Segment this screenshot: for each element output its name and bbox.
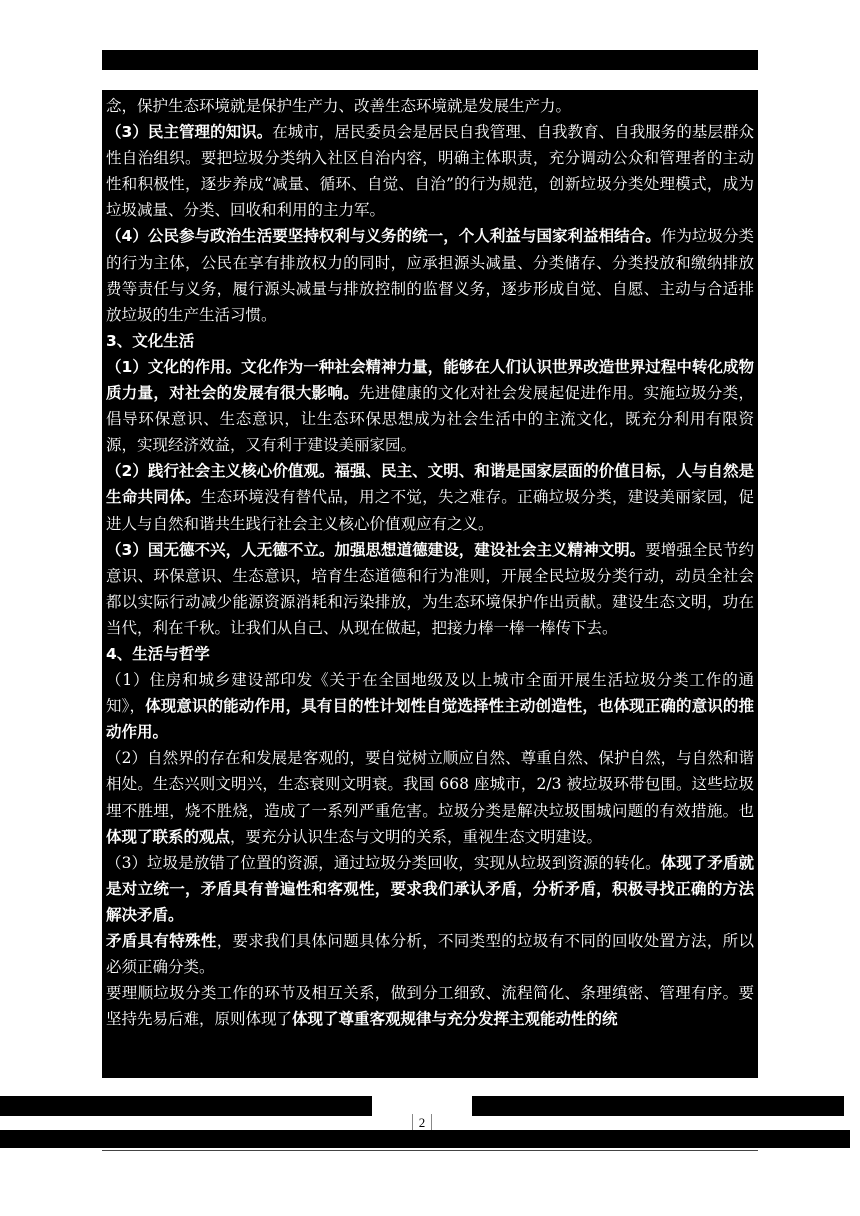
paragraph	[106, 93, 754, 119]
paragraph	[106, 458, 754, 536]
paragraph	[106, 928, 754, 980]
text-run: 念，保护生态环境就是保护生产力、改善生态环境就是发展生产力。	[106, 97, 572, 115]
text-run-bold: 体现了联系的观点	[106, 827, 231, 846]
document-body	[102, 90, 758, 1078]
text-run-bold: 体现了矛盾就是对立统一，矛盾具有普遍性和客观性，要求我们承认矛盾，分析矛盾，积极寻找正确的方法解决矛盾。	[106, 853, 754, 924]
text-run-bold: 体现意识的能动作用，具有目的性计划性自觉选择性主动创造性，也体现正确的意识的推动作用。	[106, 697, 754, 742]
footer-bar-left	[0, 1096, 372, 1116]
text-run: 要理顺垃圾分类工作的环节及相互关系，做到分工细致、流程简化、条理缜密、管理有序。要坚持先易后难，原则体现了	[106, 984, 754, 1029]
text-run-bold: （3）国无德不兴，人无德不立。加强思想道德建设，建设社会主义精神文明。	[106, 540, 646, 559]
text-run-bold: 体现了尊重客观规律与充分发挥主观能动性的统	[292, 1010, 618, 1029]
page-number-value: 2	[412, 1114, 433, 1132]
footer-bar-right	[472, 1096, 844, 1116]
text-run-bold: 矛盾具有特殊性	[106, 932, 217, 950]
paragraph	[106, 354, 754, 458]
header-bar	[102, 50, 758, 70]
text-run: 生态环境没有替代品，用之不觉，失之难存。正确垃圾分类，建设美丽家园，促进人与自然和谐共生践行社会主义核心价值观应有之义。	[106, 488, 754, 533]
text-run-bold: 3、文化生活	[106, 331, 195, 350]
paragraph	[106, 667, 754, 745]
text-run: （3）垃圾是放错了位置的资源，通过垃圾分类回收，实现从垃圾到资源的转化。	[106, 853, 661, 872]
paragraph	[106, 537, 754, 641]
text-run: 作为垃圾分类的行为主体，公民在享有排放权力的同时，应承担源头减量、分类储存、分类投放和缴纳排放费等责任与义务，履行源头减量与排放控制的监督义务，逐步形成自觉、自愿、主动与合适排放垃圾的生产生活习惯。	[106, 227, 754, 324]
text-run-bold: （1）文化的作用。文化作为一种社会精神力量，能够在人们认识世界改造世界过程中转化成物质力量，对社会的发展有很大影响。	[106, 357, 754, 403]
section-heading	[106, 641, 754, 667]
footer-rule	[102, 1150, 758, 1151]
text-run-bold: 4、生活与哲学	[106, 644, 210, 663]
text-run: （2）自然界的存在和发展是客观的，要自觉树立顺应自然、尊重自然、保护自然，与自然和谐相处。生态兴则文明兴，生态衰则文明衰。我国 668 座城市，2/3 被垃圾环带包围。这些垃圾埋不胜埋，烧不胜烧，造成了一系列严重危害。垃圾分类是解决垃圾围城问题的有效措施。也	[106, 749, 754, 820]
text-run: 先进健康的文化对社会发展起促进作用。实施垃圾分类，倡导环保意识、生态意识，让生态环保思想成为社会生活中的主流文化，既充分利用有限资源，实现经济效益，又有利于建设美丽家园。	[106, 384, 754, 455]
text-run-bold: （2）践行社会主义核心价值观。福强、民主、文明、和谐是国家层面的价值目标，人与自然是生命共同体。	[106, 462, 754, 507]
text-run: ，要充分认识生态与文明的关系，重视生态文明建设。	[230, 827, 603, 846]
paragraph	[106, 745, 754, 849]
paragraph	[106, 119, 754, 223]
text-run: 要增强全民节约意识、环保意识、生态意识，培育生态道德和行为准则，开展全民垃圾分类行动，动员全社会都以实际行动减少能源资源消耗和污染排放，为生态环境保护作出贡献。建设生态文明，功在当代，利在千秋。让我们从自己、从现在做起，把接力棒一棒一棒传下去。	[106, 540, 754, 637]
text-run: （1）住房和城乡建设部印发《关于在全国地级及以上城市全面开展生活垃圾分类工作的通知》，	[106, 671, 754, 716]
paragraph	[106, 980, 754, 1032]
text-run: ，要求我们具体问题具体分析，不同类型的垃圾有不同的回收处置方法，所以必须正确分类。	[106, 932, 754, 977]
paragraph	[106, 223, 754, 327]
footer-bar-bottom	[0, 1130, 850, 1148]
text-run-bold: （3）民主管理的知识。	[106, 123, 273, 142]
section-heading	[106, 328, 754, 354]
paragraph	[106, 850, 754, 928]
text-run-bold: （4）公民参与政治生活要坚持权利与义务的统一，个人利益与国家利益相结合。	[106, 227, 661, 246]
text-run: 在城市，居民委员会是居民自我管理、自我教育、自我服务的基层群众性自治组织。要把垃圾分类纳入社区自治内容，明确主体职责，充分调动公众和管理者的主动性和积极性，逐步养成“减量、循环、自觉、自治”的行为规范，创新垃圾分类处理模式，成为垃圾减量、分类、回收和利用的主力军。	[106, 123, 754, 220]
